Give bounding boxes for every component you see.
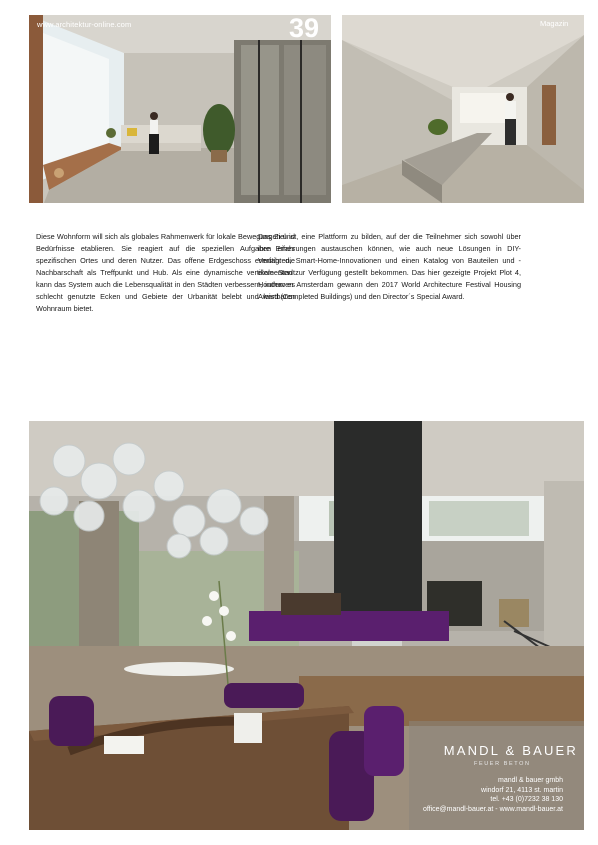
ad-tagline: FEUER BETON [474,761,531,767]
ad-web-link[interactable]: office@mandl-bauer.at - www.mandl-bauer.at [422,805,563,813]
page-number: 39 [289,13,320,43]
ad-company: mandl & bauer gmbh [498,777,563,784]
ad-contact-block [423,776,563,814]
living-room-photo [29,15,331,203]
site-url: www.architektur-online.com [37,20,132,29]
ad-phone: tel. +43 (0)7232 38 130 [490,796,563,803]
ad-address: windorf 21, 4113 st. martin [481,786,563,794]
article-column-left: Diese Wohnform will sich als globales Rahmenwerk für lokale Bewegungen und Bedürfnisse etablieren. Sie reagiert auf die speziellen Aufgaben eines spezifischen Ortes und deren Nutzer. Das offene Erdgeschoss ermutigt die Nachbarschaft als Treffpunkt und Hub. Als eine dynamische vertikale Stadt kann das System auch die Lebensqualität in den Städten verbessern, indem es schlecht genutzte Ecken und Gebiete der Urbanität belebt und leistbaren Wohnraum bietet. [36,232,295,314]
kitchen-photo [342,15,584,203]
fireplace-interior-photo [29,421,584,830]
section-label: Magazin [540,19,569,28]
ad-brand-name: MANDL & BAUER [443,743,578,758]
article-column-right: Das Ziel ist, eine Plattform zu bilden, auf der die Teilnehmer sich sowohl über ihre Erfahrungen austauschen können, wie auch neue Lösungen in DIY-Verfahren, Smart-Home-Innovationen und einen Katalog von Bauteilen und -elementen zur Verfügung gestellt bekommen. Das hier gezeigte Projekt Plot 4, Houthaven Amsterdam gewann den 2017 World Architecture Festival Housing Award (Completed Buildings) und den Director´s Special Award. [258,232,521,302]
